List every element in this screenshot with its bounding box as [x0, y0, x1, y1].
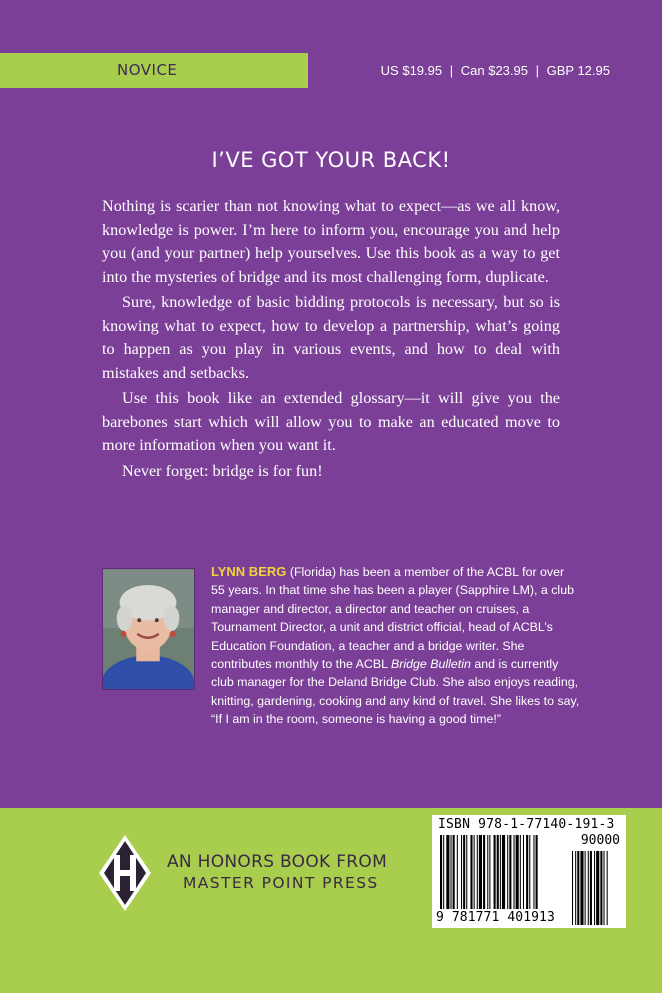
publisher-tagline: AN HONORS BOOK FROM: [167, 852, 388, 872]
blurb-paragraph-3: Use this book like an extended glossary—it will give you the barebones start which will allow you to make an educated move to more information when you want it.: [102, 389, 560, 454]
bridge-bulletin-title: Bridge Bulletin: [391, 657, 471, 672]
isbn-barcode: [432, 815, 626, 928]
barcode-digits: 9 781771 401913: [436, 910, 555, 925]
author-bio: [211, 563, 581, 729]
author-bio-text: (Florida) has been a member of the ACBL for over 55 years. In that time she has been a player (Sapphire LM), a club manager and director, a director and teacher on cruises, a Tournament Director, a unit and district official, head of ACBL’s Education Foundation, a teacher and a bridge writer. She contributes monthly to the ACBL: [211, 565, 574, 672]
publisher-name: MASTER POINT PRESS: [183, 874, 379, 892]
price-separator: |: [449, 63, 454, 78]
author-photo: [102, 568, 195, 690]
blurb-paragraph-4: Never forget: bridge is for fun!: [122, 461, 323, 480]
price-separator: |: [535, 63, 539, 78]
author-bio-text-end: and is currently club manager for the Deland Bridge Club. She also enjoys reading, knitting, gardening, cooking and any kind of travel. She likes to say, “If I am in the room, someone is having a good time!”: [211, 657, 580, 727]
category-label: NOVICE: [117, 61, 178, 79]
price-us: US $19.95: [380, 63, 443, 78]
author-name: LYNN BERG: [211, 564, 287, 579]
category-band: [0, 53, 308, 88]
headline: I’VE GOT YOUR BACK!: [211, 148, 451, 172]
barcode-addon-number: 90000: [580, 833, 620, 848]
blurb-paragraph-2: Sure, knowledge of basic bidding protocols is necessary, but so is knowing what to expect, how to develop a partnership, what’s going to happen as you play in various events, and how to deal with mistakes and setbacks.: [102, 293, 560, 382]
price-list: [381, 63, 610, 78]
price-can: Can $23.95: [460, 63, 528, 78]
price-gbp: GBP 12.95: [546, 63, 610, 78]
honors-h-logo-icon: [97, 833, 153, 913]
blurb-paragraph-1: Nothing is scarier than not knowing what to expect—as we all know, knowledge is power. I’m here to inform you, encourage you and help you (and your partner) help yourselves. Use this book as a way to get into the mysteries of bridge and its most challenging form, duplicate.: [102, 197, 560, 286]
blurb: [102, 195, 560, 485]
isbn-label: ISBN 978-1-77140-191-3: [438, 817, 615, 832]
